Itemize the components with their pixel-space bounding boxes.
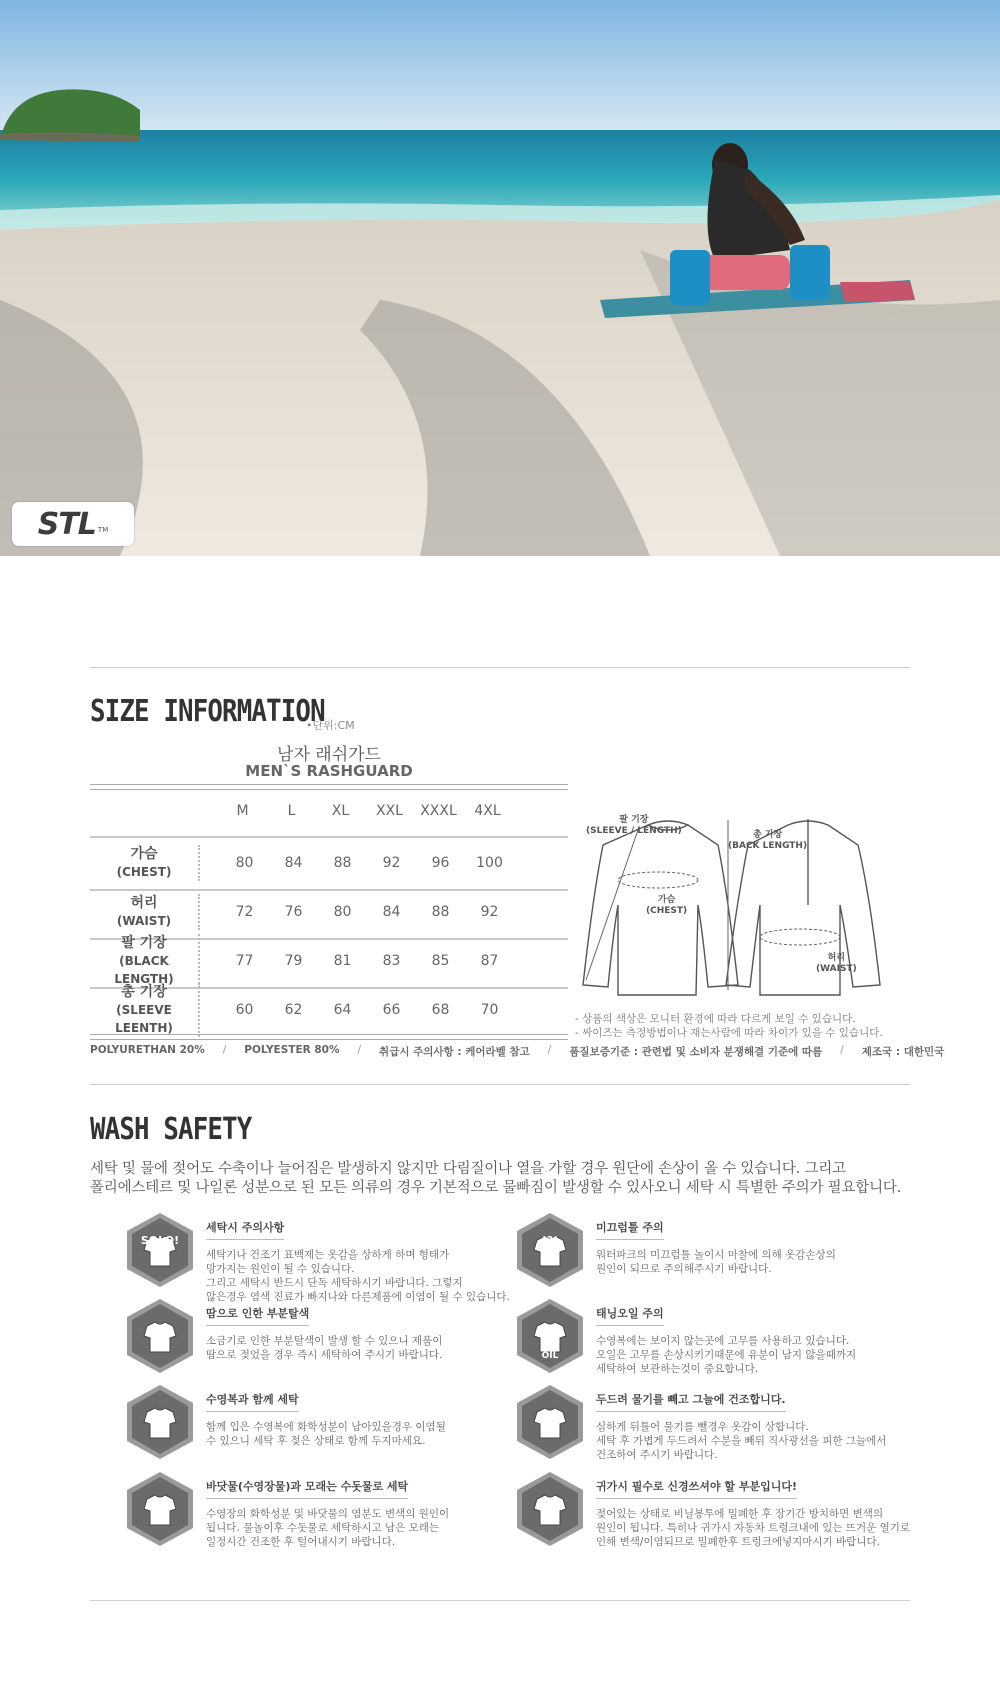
sleeve-label-ko: 팔 기장 — [619, 815, 649, 825]
row-label-ko: 가슴 — [130, 846, 158, 862]
unit-note: •단위:CM — [306, 719, 355, 732]
wash-intro-line: 세탁 및 물에 젖어도 수축이나 늘어짐은 발생하지 않지만 다림질이나 열을 가할 경우 원단에 손상이 올 수 있습니다. 그리고 — [90, 1161, 846, 1177]
wash-item-line: 않은경우 염색 진료가 빠지나와 다른제품에 이염이 될 수 있습니다. — [206, 1291, 510, 1303]
wash-item — [206, 1302, 551, 1362]
section-divider — [90, 667, 910, 668]
hero-photo — [0, 0, 1000, 556]
table-cell: 84 — [382, 904, 401, 920]
slide-warning-icon — [510, 1210, 590, 1290]
wash-item-line: 함께 입은 수영복에 화학성분이 남아있을경우 이염될 — [206, 1421, 446, 1433]
care-instructions: 취급시 주의사항 : 케어라벨 참고 — [379, 1046, 530, 1058]
wash-item — [206, 1216, 551, 1304]
separator: / — [222, 1044, 227, 1056]
table-cell: 77 — [235, 953, 254, 969]
wash-item-title: 두드려 물기를 빼고 그늘에 건조합니다. — [596, 1391, 786, 1412]
wash-item-line: 심하게 뒤틀어 물기를 뺄경우 옷감이 상합니다. — [596, 1421, 809, 1433]
waist-label-en: (WAIST) — [816, 964, 857, 974]
wash-item-line: 세탁하여 보관하는것이 중요합니다. — [596, 1363, 759, 1375]
svg-text:SOLO!: SOLO! — [140, 1234, 180, 1247]
wash-item-title: 수영복과 함께 세탁 — [206, 1391, 299, 1412]
wash-item-body — [596, 1334, 941, 1376]
row-label-en: (WAIST) — [116, 914, 172, 928]
wash-item-title: 세탁시 주의사항 — [206, 1219, 284, 1240]
wash-item-line: 워터파크의 미끄럼틀 놀이시 마찰에 의해 옷감손상의 — [596, 1249, 836, 1261]
back-label-ko: 총 기장 — [752, 830, 783, 840]
wash-item-line: 수영장의 화학성분 및 바닷물의 염분도 변색의 원인이 — [206, 1508, 450, 1520]
wash-item-body — [206, 1420, 551, 1448]
wash-item — [206, 1388, 551, 1448]
wash-intro-line: 폴리에스테르 및 나일론 성분으로 된 모든 의류의 경우 기본적으로 물빠짐이 발생할 수 있사오니 세탁 시 특별한 주의가 필요합니다. — [90, 1180, 902, 1196]
wash-item-line: 오일은 고무를 손상시키기때문에 유분이 남지 않을때까지 — [596, 1349, 857, 1361]
wash-item-line: 망가지는 원인이 될 수 있습니다. — [206, 1263, 355, 1275]
table-cell: 92 — [382, 855, 401, 871]
wash-item-line: 그리고 세탁시 반드시 단독 세탁하시기 바랍니다. 그렇지 — [206, 1277, 463, 1289]
table-title-ko: 남자 래쉬가드 — [277, 745, 381, 765]
row-label — [90, 845, 200, 881]
size-header-cell: L — [287, 803, 296, 819]
rashguard-diagram — [578, 805, 908, 1005]
table-cell: 64 — [333, 1002, 352, 1018]
chest-label — [646, 895, 687, 917]
row-label — [90, 934, 200, 988]
size-header-cell: M — [236, 803, 249, 819]
sleeve-length-label — [586, 815, 682, 837]
waist-label-ko: 허리 — [827, 953, 846, 963]
wash-item-title: 땀으로 인한 부분탈색 — [206, 1305, 309, 1326]
row-label — [90, 894, 200, 930]
brand-logo — [12, 502, 134, 546]
row-cells — [220, 904, 514, 920]
wash-item-line: 원인이 됩니다. 특히나 귀가시 자동차 트렁크내에 있는 뜨거운 열기로 — [596, 1522, 911, 1534]
back-label-en: (BACK LENGTH) — [728, 841, 808, 851]
wash-item-body — [206, 1334, 551, 1362]
no-mixed-wash-icon — [120, 1382, 200, 1462]
table-cell: 96 — [431, 855, 450, 871]
table-title — [90, 747, 568, 779]
row-label-ko: 총 기장 — [121, 984, 167, 1000]
table-row — [90, 843, 568, 883]
table-cell: 87 — [480, 953, 499, 969]
wash-item-body — [596, 1248, 941, 1276]
table-title-en: MEN`S RASHGUARD — [245, 762, 413, 780]
table-cell: 60 — [235, 1002, 254, 1018]
wash-item-line: 세탁 후 가볍게 두드려서 수분을 빼뒤 직사광선을 피한 그늘에서 — [596, 1435, 887, 1447]
table-cell: 76 — [284, 904, 303, 920]
country-of-origin: 제조국 : 대한민국 — [861, 1046, 945, 1058]
row-cells — [220, 855, 514, 871]
separator: / — [547, 1044, 552, 1056]
no-tanning-oil-icon — [510, 1296, 590, 1376]
table-cell: 68 — [431, 1002, 450, 1018]
row-label-en: (CHEST) — [116, 865, 172, 879]
row-cells — [220, 1002, 514, 1018]
wash-item-line: 인해 변색/이염되므로 밀폐한후 트렁크에넣지마시기 바랍니다. — [596, 1536, 880, 1548]
table-cell: 79 — [284, 953, 303, 969]
size-header-cell: XL — [331, 803, 350, 819]
sweat-icon — [120, 1296, 200, 1376]
table-cell: 80 — [235, 855, 254, 871]
table-cell: 62 — [284, 1002, 303, 1018]
separator: / — [357, 1044, 362, 1056]
table-cell: 81 — [333, 953, 352, 969]
wash-item-line: 수 있으니 세탁 후 젖은 상태로 함께 두지마세요. — [206, 1435, 426, 1447]
wash-item — [206, 1475, 551, 1549]
sleeve-label-en: (SLEEVE / LENGTH) — [586, 826, 682, 836]
table-cell: 66 — [382, 1002, 401, 1018]
section-divider — [90, 1084, 910, 1085]
table-top-rule — [90, 784, 568, 790]
chest-label-ko: 가슴 — [657, 895, 676, 905]
svg-text:!?!: !?! — [541, 1234, 559, 1247]
wash-intro — [90, 1160, 905, 1198]
back-length-label — [728, 830, 807, 852]
table-cell: 84 — [284, 855, 303, 871]
size-header-row — [90, 798, 568, 824]
wash-item-body — [596, 1507, 941, 1549]
row-divider — [90, 889, 568, 891]
table-cell: 88 — [431, 904, 450, 920]
tap-water-wash-icon — [120, 1469, 200, 1549]
row-label-en: (SLEEVE LEENTH) — [115, 1003, 173, 1035]
wash-item-line: 건조하여 주시기 바랍니다. — [596, 1449, 718, 1461]
table-row — [90, 892, 568, 932]
wash-item — [596, 1216, 941, 1276]
size-header-cells — [218, 803, 512, 819]
wash-item-line: 수영복에는 보이지 않는곳에 고무를 사용하고 있습니다. — [596, 1335, 850, 1347]
wash-item-title: 미끄럼틀 주의 — [596, 1219, 664, 1240]
wash-item-line: 원인이 되므로 주의해주시기 바랍니다. — [596, 1263, 772, 1275]
size-info-heading: SIZE INFORMATION — [90, 694, 325, 729]
table-cell: 80 — [333, 904, 352, 920]
table-row — [90, 935, 568, 986]
size-header-cell: XXL — [376, 803, 403, 819]
wash-safety-heading: WASH SAFETY — [90, 1112, 252, 1147]
row-label-ko: 팔 기장 — [121, 935, 167, 951]
wash-item-line: 땀으로 젖었을 경우 즉시 세탁하여 주시기 바랍니다. — [206, 1349, 443, 1361]
row-divider — [90, 836, 568, 838]
table-cell: 70 — [480, 1002, 499, 1018]
material-polyurethane: POLYURETHAN 20% — [90, 1044, 205, 1056]
wash-item-line: 세탁기나 건조기 표백제는 옷감을 상하게 하며 형태가 — [206, 1249, 450, 1261]
table-cell: 100 — [476, 855, 503, 871]
table-bottom-rule — [90, 1034, 568, 1040]
wash-item — [596, 1388, 941, 1462]
chest-label-en: (CHEST) — [646, 906, 688, 916]
size-notes — [575, 1012, 915, 1040]
material-polyester: POLYESTER 80% — [244, 1044, 340, 1056]
brand-logo-text: STL — [37, 506, 96, 542]
row-label — [90, 983, 200, 1037]
wash-item-line: 됩니다. 물놀이후 수돗물로 세탁하시고 남은 모래는 — [206, 1522, 440, 1534]
wash-item-body — [596, 1420, 941, 1462]
size-header-cell: 4XL — [474, 803, 501, 819]
row-label-en: (BLACK LENGTH) — [114, 954, 174, 986]
wash-item-body — [206, 1248, 551, 1304]
table-row — [90, 984, 568, 1035]
table-cell: 88 — [333, 855, 352, 871]
note-line: - 싸이즈는 측정방법이나 재는사람에 따라 차이가 있을 수 있습니다. — [575, 1027, 883, 1039]
table-cell: 92 — [480, 904, 499, 920]
wash-item-title: 귀가시 필수로 신경쓰셔야 할 부분입니다! — [596, 1478, 797, 1499]
row-label-ko: 허리 — [130, 895, 158, 911]
wash-item-line: 소금기로 인한 부분탈색이 발생 할 수 있으니 제품이 — [206, 1335, 443, 1347]
table-cell: 85 — [431, 953, 450, 969]
quality-standard: 품질보증기준 : 관련법 및 소비자 분쟁해결 기준에 따름 — [569, 1046, 823, 1058]
table-cell: 72 — [235, 904, 254, 920]
note-line: - 상품의 색상은 모니터 환경에 따라 다르게 보일 수 있습니다. — [575, 1013, 856, 1025]
material-info — [90, 1044, 945, 1059]
row-cells — [220, 953, 514, 969]
size-header-cell: XXXL — [420, 803, 457, 819]
waist-label — [816, 953, 857, 975]
trademark-mark: TM — [97, 526, 109, 534]
wash-item — [596, 1302, 941, 1376]
wash-item-title: 태닝오일 주의 — [596, 1305, 664, 1326]
table-cell: 83 — [382, 953, 401, 969]
section-divider — [90, 1600, 910, 1601]
shade-dry-icon — [510, 1382, 590, 1462]
wash-item-line: 일정시간 건조한 후 털어내시기 바랍니다. — [206, 1536, 396, 1548]
solo-wash-icon — [120, 1210, 200, 1290]
separator: / — [840, 1044, 844, 1056]
wash-item-title: 바닷물(수영장물)과 모래는 수돗물로 세탁 — [206, 1478, 408, 1499]
svg-text:OIL: OIL — [541, 1351, 559, 1361]
wash-item-line: 젖어있는 상태로 비닐봉투에 밀폐한 후 장기간 방치하면 변색의 — [596, 1508, 884, 1520]
wash-item — [596, 1475, 941, 1549]
car-heat-icon — [510, 1469, 590, 1549]
wash-item-body — [206, 1507, 551, 1549]
